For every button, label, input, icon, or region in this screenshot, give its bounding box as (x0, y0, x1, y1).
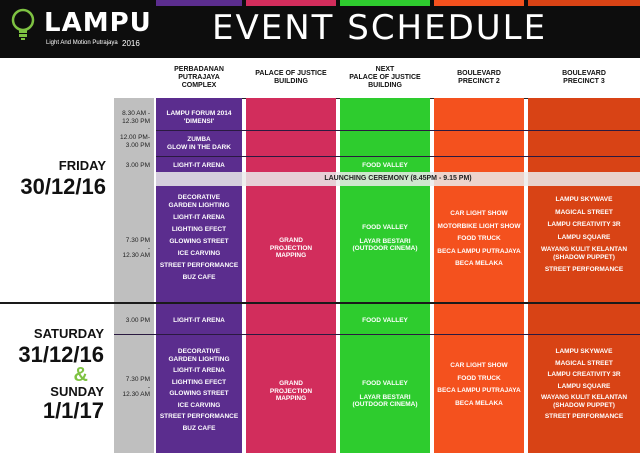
event-item: LAMPU CREATIVITY 3R (547, 371, 621, 378)
friday-precinct2-evening (434, 210, 524, 273)
header-accent-purple (156, 0, 242, 6)
column-header-precinct-3: BOULEVARD PRECINCT 3 (562, 70, 606, 85)
event-item: STREET PERFORMANCE (544, 266, 624, 273)
event-item: BUZ CAFE (182, 273, 216, 281)
column-header-palace: PALACE OF JUSTICE BUILDING (255, 70, 327, 85)
friday-perbadanan-evening (156, 194, 242, 286)
weekend-perbadanan-evening (156, 348, 242, 436)
event-item: LAMPU SQUARE (557, 233, 611, 241)
launching-ceremony-banner: LAUNCHING CEREMONY (8.45PM - 9.15 PM) (156, 172, 640, 186)
weekend-precinct2-evening (434, 362, 524, 412)
friday-date-label: 30/12/16 (20, 174, 106, 199)
day-divider (0, 302, 640, 304)
friday-time-4: 7.30 PM - 12.30 AM (122, 237, 150, 259)
event-item: CAR LIGHT SHOW (450, 210, 508, 217)
friday-next-evening (340, 224, 430, 259)
event-item: GLOWING STREET (169, 237, 229, 245)
event-item: ICE CARVING (177, 401, 221, 409)
logo-year: 2016 (122, 39, 140, 48)
event-item: BECA MELAKA (455, 260, 503, 267)
event-item: STREET PERFORMANCE (544, 413, 624, 420)
event-item: STREET PERFORMANCE (159, 261, 239, 269)
row-divider (156, 156, 640, 157)
event-item: BECA LAMPU PUTRAJAYA (437, 247, 521, 255)
event-item: BECA LAMPU PUTRAJAYA (437, 387, 521, 394)
event-item: FOOD VALLEY (362, 380, 408, 387)
friday-time-1: 8.30 AM - 12.30 PM (122, 110, 150, 125)
event-item: GLOWING STREET (169, 390, 229, 397)
event-item: LAYAR BESTARI (OUTDOOR CINEMA) (352, 237, 418, 252)
event-item: FOOD VALLEY (362, 224, 408, 231)
ampersand-label: & (73, 364, 88, 386)
event-item: LAYAR BESTARI (OUTDOOR CINEMA) (352, 393, 418, 408)
event-item: LIGHTING EFECT (171, 225, 227, 233)
header-accent-red (528, 0, 640, 6)
friday-perbadanan-arena: LIGHT-IT ARENA (173, 162, 225, 169)
weekend-time-1: 3.00 PM (125, 317, 150, 324)
event-item: LAMPU CREATIVITY 3R (547, 221, 621, 228)
event-item: BECA MELAKA (455, 399, 503, 407)
event-item: DECORATIVE GARDEN LIGHTING (168, 348, 230, 363)
header-accent-pink (246, 0, 336, 6)
friday-day-label: FRIDAY (58, 158, 106, 173)
weekend-perbadanan-arena: LIGHT-IT ARENA (173, 317, 225, 324)
friday-time-3: 3.00 PM (125, 162, 150, 169)
event-item: MAGICAL STREET (555, 359, 613, 367)
event-item: LAMPU SQUARE (557, 382, 611, 390)
weekend-time-2: 7.30 PM - 12.30 AM (122, 376, 150, 398)
event-item: LIGHT-IT ARENA (173, 367, 225, 374)
column-header-perbadanan: PERBADANAN PUTRAJAYA COMPLEX (174, 66, 224, 89)
friday-next-food-valley: FOOD VALLEY (362, 162, 408, 169)
event-item: FOOD TRUCK (457, 235, 501, 242)
time-column (114, 98, 154, 453)
saturday-day-label: SATURDAY (33, 326, 104, 341)
event-item: FOOD TRUCK (457, 374, 501, 382)
event-item: CAR LIGHT SHOW (450, 362, 508, 369)
event-item: LIGHTING EFECT (171, 378, 227, 386)
event-item: LAMPU SKYWAVE (555, 196, 613, 203)
event-item: LIGHT-IT ARENA (173, 213, 225, 221)
weekend-next-food-valley: FOOD VALLEY (362, 317, 408, 324)
event-item: LAMPU SKYWAVE (555, 348, 613, 355)
row-divider (114, 334, 640, 335)
weekend-next-evening (340, 380, 430, 415)
event-item: WAYANG KULIT KELANTAN (SHADOW PUPPET) (540, 394, 628, 409)
sunday-day-label: SUNDAY (50, 384, 104, 399)
weekend-palace-mapping: GRAND PROJECTION MAPPING (269, 380, 313, 402)
row-divider (156, 130, 640, 131)
event-item: ICE CARVING (177, 249, 221, 257)
page-title: EVENT SCHEDULE (212, 8, 548, 48)
event-item: BUZ CAFE (182, 424, 216, 432)
weekend-precinct3-evening (528, 348, 640, 425)
header-accent-green (340, 0, 430, 6)
logo-tagline: Light And Motion Putrajaya (46, 40, 118, 46)
lampu-logo (10, 6, 160, 52)
event-item: MOTORBIKE LIGHT SHOW (437, 222, 521, 230)
friday-time-2: 12.00 PM- 3.00 PM (120, 134, 150, 149)
saturday-date-label: 31/12/16 (18, 342, 104, 367)
friday-perbadanan-zumba: ZUMBA GLOW IN THE DARK (167, 136, 231, 151)
event-item: MAGICAL STREET (555, 208, 613, 216)
event-item: WAYANG KULIT KELANTAN (SHADOW PUPPET) (540, 246, 628, 261)
lightbulb-icon (10, 8, 36, 42)
sunday-date-label: 1/1/17 (42, 398, 104, 423)
friday-precinct3-evening (528, 196, 640, 279)
column-header-precinct-2: BOULEVARD PRECINCT 2 (457, 70, 501, 85)
event-item: DECORATIVE GARDEN LIGHTING (168, 194, 230, 209)
column-header-next-palace: NEXT PALACE OF JUSTICE BUILDING (349, 66, 421, 89)
event-item: STREET PERFORMANCE (159, 413, 239, 420)
header-accent-orange (434, 0, 524, 6)
logo-wordmark: LAMPU (44, 8, 152, 38)
friday-palace-mapping: GRAND PROJECTION MAPPING (269, 237, 313, 259)
friday-perbadanan-forum: LAMPU FORUM 2014 'DIMENSI' (166, 110, 232, 125)
